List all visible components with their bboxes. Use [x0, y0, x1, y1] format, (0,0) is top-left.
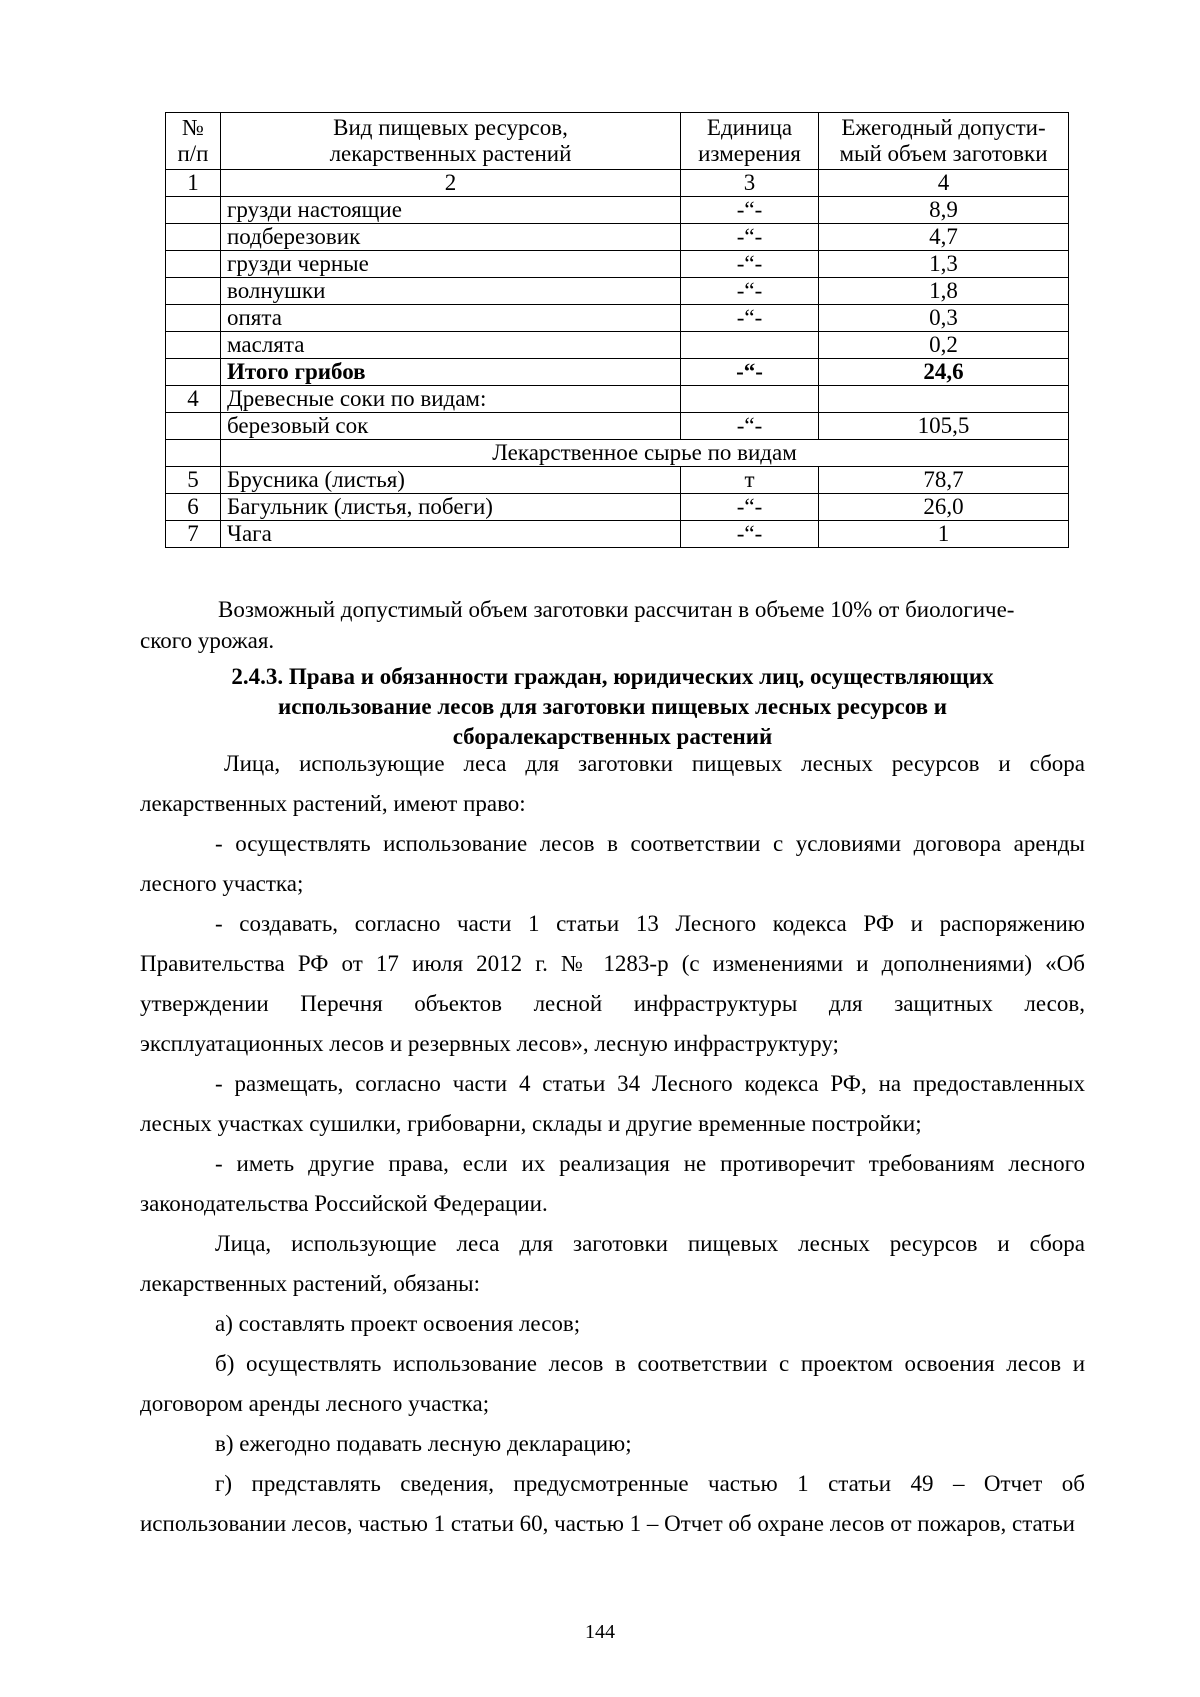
row-number: [166, 251, 221, 278]
row-value: 1: [819, 521, 1069, 548]
column-number: 2: [221, 170, 681, 197]
total-row: [166, 359, 1069, 386]
column-number: 3: [681, 170, 819, 197]
table-row: [166, 278, 1069, 305]
paragraph: - размещать, согласно части 4 статьи 34 Лесного кодекса РФ, на предоставленных лесных участках сушилки, грибоварни, склады и другие временные постройки;: [140, 1071, 1085, 1136]
row-unit: -“-: [681, 359, 819, 386]
paragraph: - создавать, согласно части 1 статьи 13 Лесного кодекса РФ и распоряжению Правительства РФ от 17 июля 2012 г. № 1283-р (с изменениями и дополнениями) «Об утверждении Перечня объектов лесной инфраструктуры для защитных лесов, эксплуатационных лесов и резервных лесов», лесную инфраструктуру;: [140, 911, 1085, 1056]
header-text: №: [182, 115, 204, 140]
heading-line: 2.4.3. Права и обязанности граждан, юридических лиц, осуществляющих: [231, 664, 994, 689]
table-row: [166, 413, 1069, 440]
column-number: 1: [166, 170, 221, 197]
table-header-row: [166, 113, 1069, 170]
table-row: [166, 494, 1069, 521]
row-value: 0,2: [819, 332, 1069, 359]
header-text: Единица: [706, 115, 793, 140]
table-row: [166, 224, 1069, 251]
row-number: 5: [166, 467, 221, 494]
resources-table: [165, 112, 1069, 548]
row-name: волнушки: [221, 278, 681, 305]
row-name: грузди черные: [221, 251, 681, 278]
header-text: Вид пищевых ресурсов,: [333, 115, 568, 140]
header-text: лекарственных растений: [329, 141, 572, 166]
row-name: Итого грибов: [221, 359, 681, 386]
header-cell-number: [166, 113, 221, 170]
row-number: 6: [166, 494, 221, 521]
header-cell-unit: [681, 113, 819, 170]
table-row: [166, 197, 1069, 224]
header-text: измерения: [698, 141, 801, 166]
row-name: Древесные соки по видам:: [221, 386, 681, 413]
header-text: п/п: [177, 141, 209, 166]
section-heading: [140, 662, 1085, 752]
row-number: [166, 440, 221, 467]
row-value: 4,7: [819, 224, 1069, 251]
row-number: [166, 224, 221, 251]
header-cell-resource: [221, 113, 681, 170]
body-text: [140, 744, 1085, 1544]
row-value: 0,3: [819, 305, 1069, 332]
paragraph: г) представлять сведения, предусмотренные частью 1 статьи 49 – Отчет об использовании лесов, частью 1 статьи 60, частью 1 – Отчет об охране лесов от пожаров, статьи: [140, 1471, 1085, 1536]
row-value: 24,6: [819, 359, 1069, 386]
row-name: Багульник (листья, побеги): [221, 494, 681, 521]
row-value: 105,5: [819, 413, 1069, 440]
row-name: опята: [221, 305, 681, 332]
row-unit: -“-: [681, 224, 819, 251]
row-number: [166, 332, 221, 359]
row-name: Брусника (листья): [221, 467, 681, 494]
row-unit: т: [681, 467, 819, 494]
row-number: [166, 305, 221, 332]
row-value: 1,3: [819, 251, 1069, 278]
row-number: 4: [166, 386, 221, 413]
row-value: 78,7: [819, 467, 1069, 494]
row-unit: -“-: [681, 278, 819, 305]
row-number: [166, 359, 221, 386]
row-name: Чага: [221, 521, 681, 548]
paragraph: Лица, использующие леса для заготовки пищевых лесных ресурсов и сбора лекарственных растений, имеют право:: [140, 751, 1085, 816]
row-unit: -“-: [681, 251, 819, 278]
note-line: ского урожая.: [140, 628, 275, 653]
note-line: Возможный допустимый объем заготовки рассчитан в объеме 10% от биологиче-: [218, 597, 1015, 622]
paragraph: а) составлять проект освоения лесов;: [215, 1311, 581, 1336]
table-row: [166, 386, 1069, 413]
table-row: [166, 251, 1069, 278]
row-value: 26,0: [819, 494, 1069, 521]
page-number: 144: [585, 1621, 615, 1643]
table-row: [166, 467, 1069, 494]
heading-line: сборалекарственных растений: [452, 724, 773, 749]
row-unit: -“-: [681, 413, 819, 440]
row-name: березовый сок: [221, 413, 681, 440]
table-row: [166, 332, 1069, 359]
row-number: [166, 413, 221, 440]
row-value: [819, 386, 1069, 413]
section-title: Лекарственное сырье по видам: [221, 440, 1069, 467]
row-unit: [681, 386, 819, 413]
table-row: [166, 305, 1069, 332]
row-unit: [681, 332, 819, 359]
paragraph: в) ежегодно подавать лесную декларацию;: [215, 1431, 632, 1456]
row-value: 1,8: [819, 278, 1069, 305]
heading-line: использование лесов для заготовки пищевых лесных ресурсов и: [277, 694, 948, 719]
paragraph: - иметь другие права, если их реализация не противоречит требованиям лесного законодательства Российской Федерации.: [140, 1151, 1085, 1216]
column-number: 4: [819, 170, 1069, 197]
header-text: Ежегодный допусти-: [841, 115, 1046, 140]
section-row: [166, 440, 1069, 467]
row-unit: -“-: [681, 494, 819, 521]
paragraph: Лица, использующие леса для заготовки пищевых лесных ресурсов и сбора лекарственных растений, обязаны:: [140, 1231, 1085, 1296]
paragraph: - осуществлять использование лесов в соответствии с условиями договора аренды лесного участка;: [140, 831, 1085, 896]
table-row: [166, 521, 1069, 548]
row-name: подберезовик: [221, 224, 681, 251]
row-unit: -“-: [681, 197, 819, 224]
row-unit: -“-: [681, 521, 819, 548]
row-name: грузди настоящие: [221, 197, 681, 224]
header-cell-volume: [819, 113, 1069, 170]
row-value: 8,9: [819, 197, 1069, 224]
paragraph: б) осуществлять использование лесов в соответствии с проектом освоения лесов и договором аренды лесного участка;: [140, 1351, 1085, 1416]
column-numbers-row: [166, 170, 1069, 197]
row-number: [166, 278, 221, 305]
table-note: [140, 594, 1085, 656]
row-unit: -“-: [681, 305, 819, 332]
row-name: маслята: [221, 332, 681, 359]
row-number: 7: [166, 521, 221, 548]
header-text: мый объем заготовки: [839, 141, 1048, 166]
row-number: [166, 197, 221, 224]
